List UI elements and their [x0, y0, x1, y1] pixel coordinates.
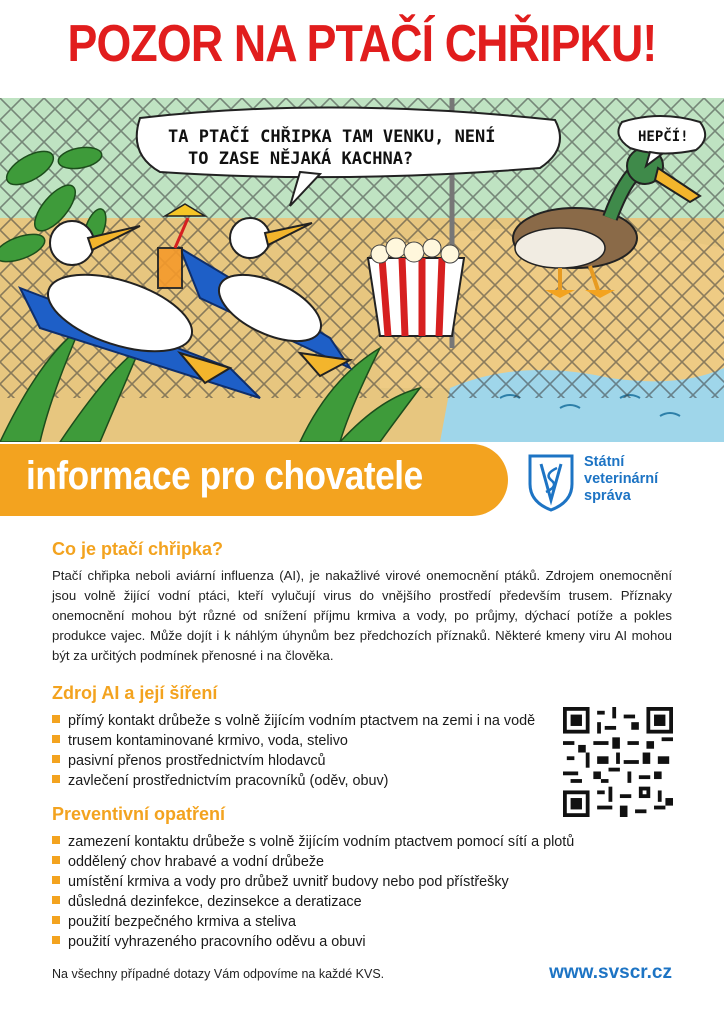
list-item: umístění krmiva a vody pro drůbež uvnitř budovy nebo pod přístřešky	[52, 872, 574, 892]
prevention-list	[52, 832, 574, 952]
speech-bubble-text-line1: TA PTAČÍ CHŘIPKA TAM VENKU, NENÍ	[168, 127, 496, 147]
logo-line-2: veterinární	[584, 471, 659, 487]
section-text-what-is: Ptačí chřipka neboli aviární influenza (AI), je nakažlivé virové onemocnění ptáků. Zdrojem onemocnění jsou volně žijící vodní ptáci, kteří vylučují virus do vnějšího prostředí především trusem. Příznaky onemocnění mohou být různé od snížení příjmu krmiva a vody, po průjmy, dýchací potíže a pokles produkce vajec. Může dojít i k náhlým úhynům bez předchozích příznaků. Některé kmeny viru AI mohou být za určitých podmínek přenosné i na člověka.	[52, 568, 672, 663]
qr-code[interactable]	[563, 707, 673, 817]
svs-logo	[526, 452, 706, 516]
source-list	[52, 711, 535, 791]
banner-text: informace pro chovatele	[26, 454, 423, 498]
audience-banner	[0, 444, 508, 516]
list-item: použití vyhrazeného pracovního oděvu a obuvi	[52, 932, 574, 952]
list-item: zamezení kontaktu drůbeže s volně žijícím vodním ptactvem pomocí sítí a plotů	[52, 832, 574, 852]
section-heading-what-is: Co je ptačí chřipka?	[52, 539, 224, 559]
logo-line-3: správa	[584, 488, 631, 504]
list-item: trusem kontaminované krmivo, voda, stelivo	[52, 731, 535, 751]
logo-line-1: Státní	[584, 454, 625, 470]
section-heading-source: Zdroj AI a její šíření	[52, 683, 218, 703]
shield-caduceus-icon	[526, 452, 576, 512]
list-item: přímý kontakt drůbeže s volně žijícím vodním ptactvem na zemi i na vodě	[52, 711, 535, 731]
speech-bubble-text-line2: TO ZASE NĚJAKÁ KACHNA?	[188, 149, 414, 169]
section-heading-prevention: Preventivní opatření	[52, 804, 226, 824]
page-title: POZOR NA PTAČÍ CHŘIPKU!	[67, 15, 657, 73]
list-item: pasivní přenos prostřednictvím hlodavců	[52, 751, 535, 771]
list-item: oddělený chov hrabavé a vodní drůbeže	[52, 852, 574, 872]
website-link[interactable]: www.svscr.cz	[549, 962, 672, 983]
list-item: důsledná dezinfekce, dezinsekce a deratizace	[52, 892, 574, 912]
cartoon-illustration	[0, 98, 724, 442]
list-item: zavlečení prostřednictvím pracovníků (oděv, obuv)	[52, 771, 535, 791]
footer-note: Na všechny případné dotazy Vám odpovíme na každé KVS.	[52, 967, 385, 981]
list-item: použití bezpečného krmiva a steliva	[52, 912, 574, 932]
sneeze-bubble-text: HEPČÍ!	[638, 129, 689, 145]
